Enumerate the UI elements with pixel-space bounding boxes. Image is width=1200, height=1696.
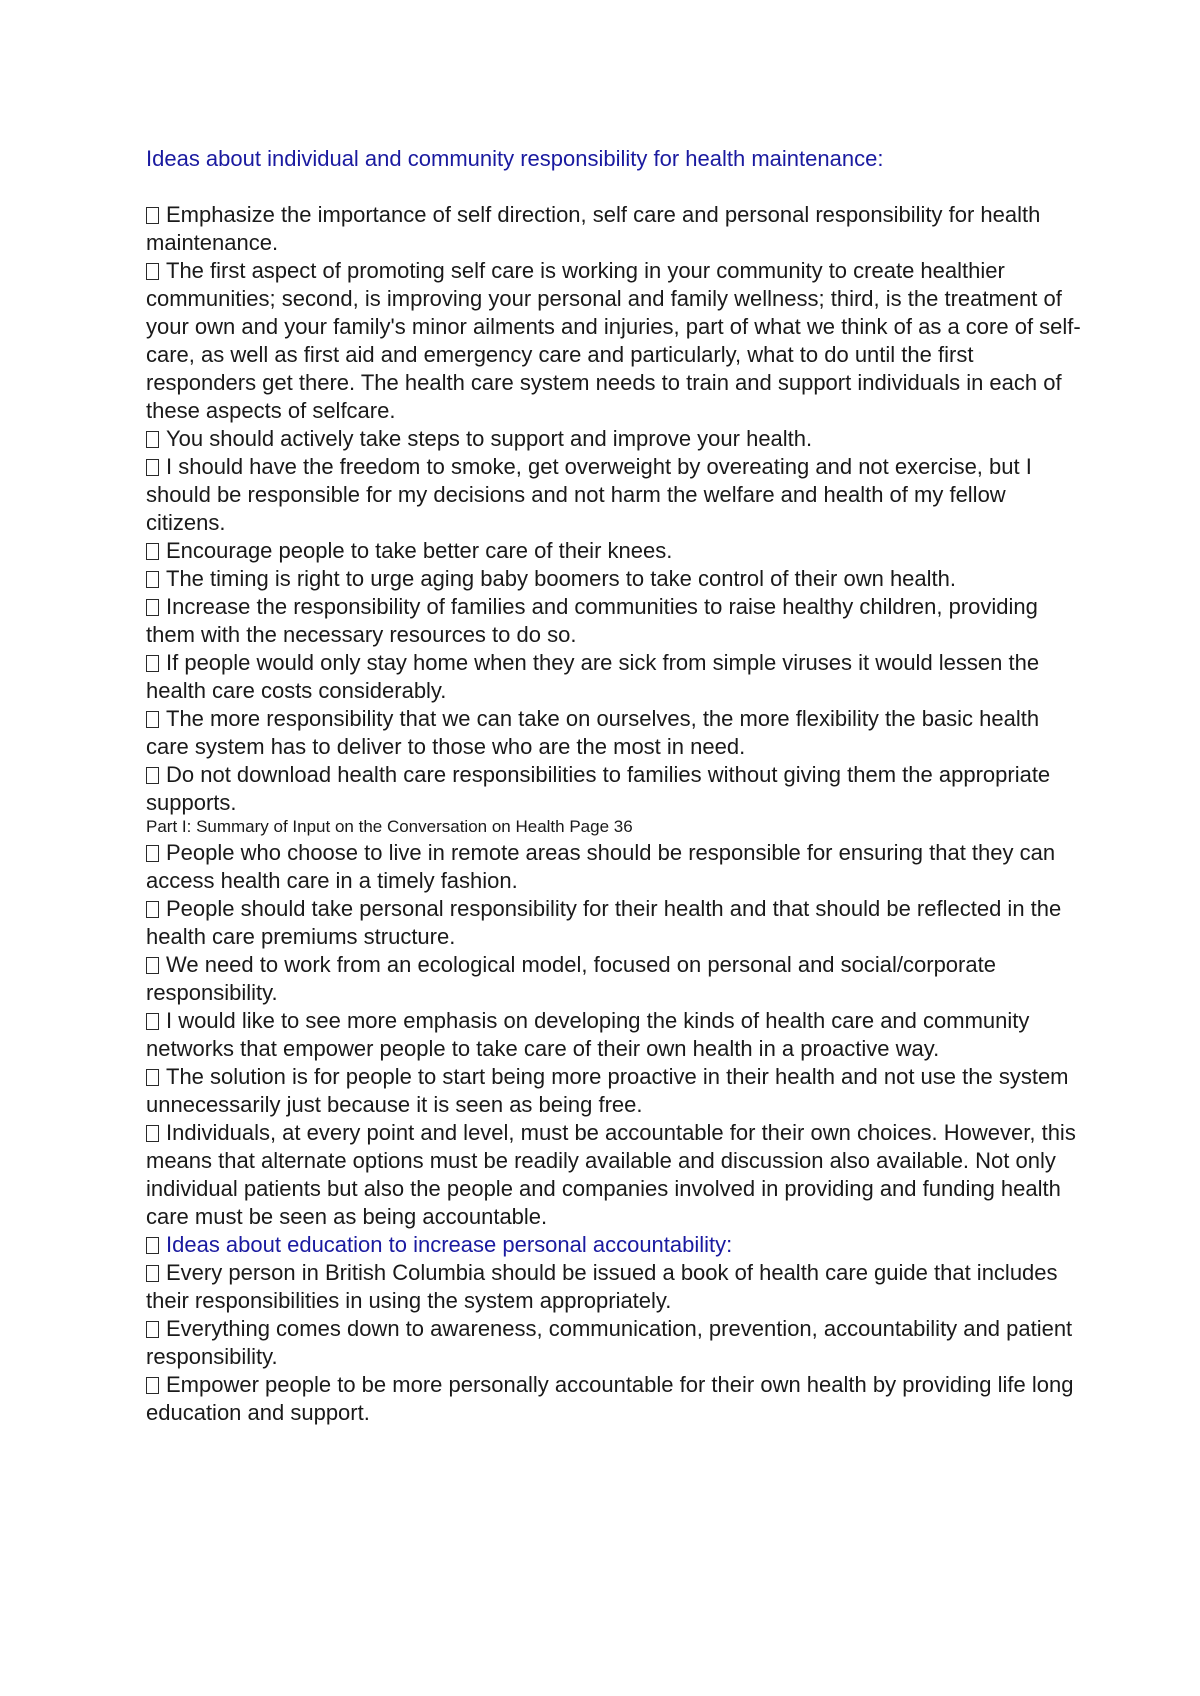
list-item: Every person in British Columbia should be issued a book of health care guide that includes their responsibilities in using the system appropriately.	[146, 1260, 1058, 1313]
bullet-box-icon	[146, 1237, 159, 1254]
list-item: Everything comes down to awareness, communication, prevention, accountability and patient responsibility.	[146, 1316, 1073, 1369]
bullet-list-part-1	[146, 201, 1086, 817]
list-item: The more responsibility that we can take on ourselves, the more flexibility the basic health care system has to deliver to those who are the most in need.	[146, 706, 1040, 759]
bullet-box-icon	[146, 1377, 159, 1394]
bullet-box-icon	[146, 767, 159, 784]
bullet-box-icon	[146, 901, 159, 918]
bullet-box-icon	[146, 711, 159, 728]
document-body	[146, 145, 1086, 1427]
list-item: Individuals, at every point and level, must be accountable for their own choices. However, this means that alternate options must be readily available and discussion also available. Not only individual patients but also the people and companies involved in providing and funding health care must be seen as being accountable.	[146, 1120, 1076, 1229]
bullet-box-icon	[146, 263, 159, 280]
bullet-box-icon	[146, 1125, 159, 1142]
list-item: If people would only stay home when they are sick from simple viruses it would lessen the health care costs considerably.	[146, 650, 1040, 703]
list-item: Empower people to be more personally accountable for their own health by providing life long education and support.	[146, 1372, 1074, 1425]
bullet-box-icon	[146, 1321, 159, 1338]
page-footer: Part I: Summary of Input on the Conversation on Health Page 36	[146, 817, 633, 836]
bullet-box-icon	[146, 1265, 159, 1282]
bullet-box-icon	[146, 1069, 159, 1086]
bullet-box-icon	[146, 459, 159, 476]
bullet-box-icon	[146, 599, 159, 616]
list-item: The first aspect of promoting self care is working in your community to create healthier communities; second, is improving your personal and family wellness; third, is the treatment of your own and your family's minor ailments and injuries, part of what we think of as a core of self-care, as well as first aid and emergency care and particularly, what to do until the first responders get there. The health care system needs to train and support individuals in each of these aspects of selfcare.	[146, 258, 1081, 423]
bullet-box-icon	[146, 655, 159, 672]
list-item: Increase the responsibility of families and communities to raise healthy children, providing them with the necessary resources to do so.	[146, 594, 1038, 647]
list-item: The solution is for people to start being more proactive in their health and not use the system unnecessarily just because it is seen as being free.	[146, 1064, 1069, 1117]
list-item: People should take personal responsibility for their health and that should be reflected in the health care premiums structure.	[146, 896, 1062, 949]
list-item: Emphasize the importance of self direction, self care and personal responsibility for health maintenance.	[146, 202, 1041, 255]
list-item: Encourage people to take better care of their knees.	[146, 537, 1086, 565]
bullet-box-icon	[146, 543, 159, 560]
section-heading: Ideas about individual and community responsibility for health maintenance:	[146, 146, 884, 171]
bullet-box-icon	[146, 845, 159, 862]
bullet-box-icon	[146, 431, 159, 448]
bullet-box-icon	[146, 1013, 159, 1030]
bullet-box-icon	[146, 957, 159, 974]
bullet-list-part-2	[146, 839, 1086, 1231]
bullet-list-part-3	[146, 1259, 1086, 1427]
list-item: The timing is right to urge aging baby boomers to take control of their own health.	[146, 565, 1086, 593]
list-item: I should have the freedom to smoke, get overweight by overeating and not exercise, but I should be responsible for my decisions and not harm the welfare and health of my fellow citizens.	[146, 454, 1032, 535]
list-item: I would like to see more emphasis on developing the kinds of health care and community networks that empower people to take care of their own health in a proactive way.	[146, 1008, 1030, 1061]
list-item: People who choose to live in remote areas should be responsible for ensuring that they can access health care in a timely fashion.	[146, 840, 1056, 893]
list-item: You should actively take steps to support and improve your health.	[146, 425, 1086, 453]
list-item: Do not download health care responsibilities to families without giving them the appropriate supports.	[146, 762, 1051, 815]
list-item: We need to work from an ecological model, focused on personal and social/corporate responsibility.	[146, 952, 996, 1005]
section-subheading: Ideas about education to increase personal accountability:	[146, 1231, 1086, 1259]
bullet-box-icon	[146, 207, 159, 224]
bullet-box-icon	[146, 571, 159, 588]
